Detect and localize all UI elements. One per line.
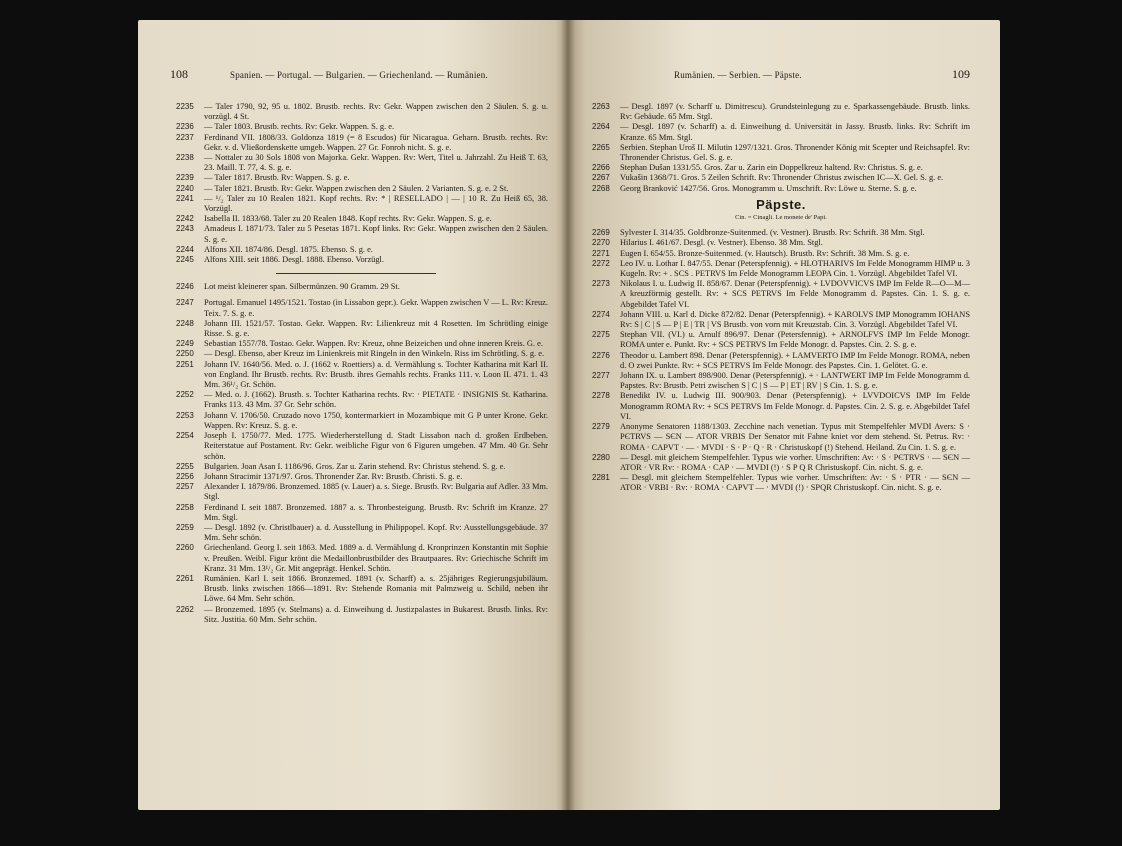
lot-number: 2250 [176, 349, 194, 359]
catalog-entry [176, 523, 548, 543]
catalog-entry [176, 153, 548, 173]
lot-number: 2251 [176, 359, 194, 369]
lot-description: Johann III. 1521/57. Tostao. Gekr. Wappen. Rv: Lilienkreuz mit 4 Rosetten. Im Schrötling einige Risse. S. g. e. [204, 318, 548, 339]
catalog-entry [176, 411, 548, 431]
lot-number: 2236 [176, 122, 194, 132]
separator-rule [276, 273, 436, 274]
catalog-entry [176, 462, 548, 472]
lot-description: — Taler 1817. Brustb. Rv: Wappen. S. g. e. [204, 173, 350, 183]
catalog-entry [592, 122, 970, 142]
lot-description: Bulgarien. Joan Asan I. 1186/96. Gros. Zar u. Zarin stehend. Rv: Christus stehend. S. g. e. [204, 461, 506, 471]
catalog-entry [592, 330, 970, 350]
lot-number: 2263 [592, 102, 610, 111]
lot-description: Stephan VII. (VI.) u. Arnulf 896/97. Denar (Petersfennig). + ARNOLFVS IMP Im Felde Monogr. ROMA unter e. Punkt. Rv: + SCS PETRVS Im Felde Monogr. d. Papstes. Cin. 2. S. g. e. [620, 330, 970, 350]
lot-description: Alexander I. 1879/86. Bronzemed. 1885 (v. Lauer) a. s. Siege. Brustb. Rv: Bulgaria auf Adler. 33 Mm. Stgl. [204, 482, 548, 502]
catalog-entry [176, 349, 548, 359]
lot-number: 2281 [592, 473, 610, 483]
lot-description: — Nottaler zu 30 Sols 1808 von Majorka. Gekr. Wappen. Rv: Wert, Titel u. Jahrzahl. Zu Heiß T. 63, 23. Maill. T. 77, 4. S. g. e. [204, 153, 548, 173]
lot-description: Johann IV. 1640/56. Med. o. J. (1662 v. Roettiers) a. d. Vermählung s. Tochter Katharina mit Karl II. von England. Ihr Brustb. rechts. Rv: Brustb. ihres Gemahls rechts. Franks 111. v. Loon II. 471. 1. 43 Mm. 36¹/₂ Gr. Schön. [204, 359, 548, 390]
lot-number: 2237 [176, 132, 194, 142]
catalog-entry [592, 422, 970, 453]
lot-description: — Desgl. mit gleichem Stempelfehler. Typus wie vorher. Umschriften: Av: · S · PTR · — SЄN — ATOR · VRBI · Rv: · ROMA · CAPVT — · MVDI (!) · SPQR Christuskopf. Cin. nicht. S. g. e. [620, 473, 970, 493]
catalog-entry [176, 214, 548, 224]
left-page-number: 108 [170, 67, 188, 81]
catalog-entry [592, 259, 970, 279]
catalog-entry [176, 472, 548, 482]
right-page [568, 20, 1000, 810]
lot-number: 2277 [592, 371, 610, 381]
lot-description: — Taler 1821. Brustb. Rv: Gekr. Wappen zwischen den 2 Säulen. 2 Varianten. S. g. e. 2 St. [204, 183, 509, 193]
lot-number: 2270 [592, 238, 610, 248]
lot-number: 2264 [592, 122, 610, 132]
lot-description: Stephan Dušan 1331/55. Gros. Zar u. Zarin ein Doppelkreuz haltend. Rv: Christus. S. g. e. [620, 163, 923, 173]
lot-description: Portugal. Emanuel 1495/1521. Tostao (in Lissabon gepr.). Gekr. Wappen zwischen V — L. Rv: Kreuz. Teix. 7. S. g. e. [204, 298, 548, 318]
book-spread [138, 20, 1000, 810]
lot-number: 2271 [592, 248, 610, 258]
lot-number: 2247 [176, 298, 194, 308]
lot-number: 2276 [592, 350, 610, 360]
lot-number: 2267 [592, 173, 610, 183]
lot-number: 2244 [176, 244, 194, 254]
lot-number: 2248 [176, 318, 194, 328]
lot-description: — Desgl. 1897 (v. Scharff u. Dimitrescu). Grundsteinlegung zu e. Sparkassengebäude. Brustb. links. Rv: Gebäude. 65 Mm. Stgl. [620, 102, 970, 122]
lot-description: Johann VIII. u. Karl d. Dicke 872/82. Denar (Peterspfennig). + KAROLVS IMP Monogramm IOHANS Rv: S | C | S — P | E | TR | VS Brustb. von vorn mit Kreuzstab. Cin. 3. Vorzügl. Abgebildet Tafel VI. [620, 309, 970, 330]
catalog-entry [592, 238, 970, 248]
lot-description: Eugen I. 654/55. Bronze-Suitenmed. (v. Hautsch). Brustb. Rv: Schrift. 38 Mm. S. g. e. [620, 248, 910, 258]
lot-description: Ferdinand VII. 1808/33. Goldonza 1819 (= 8 Escudos) für Nicaragua. Geharn. Brustb. rechts. Rv: Gekr. v. d. Vließordenskette umgeb. Wappen. 27 Gr. Fonroh nicht. S. g. e. [204, 132, 548, 152]
lot-number: 2268 [592, 183, 610, 193]
lot-description: — Desgl. Ebenso, aber Kreuz im Linienkreis mit Ringeln in den Winkeln. Riss im Schrötling. S. g. e. [204, 349, 545, 359]
catalog-entry [176, 360, 548, 391]
lot-description: Alfons XIII. seit 1886. Desgl. 1888. Ebenso. Vorzügl. [204, 255, 384, 265]
catalog-entry [592, 351, 970, 371]
lot-number: 2272 [592, 258, 610, 268]
catalog-entry [176, 184, 548, 194]
catalog-entry [592, 143, 970, 163]
lot-number: 2245 [176, 255, 194, 265]
lot-number: 2241 [176, 193, 194, 203]
catalog-entry [592, 163, 970, 173]
lot-number: 2240 [176, 183, 194, 193]
lot-description: Johann IX. u. Lambert 898/900. Denar (Peterspfennig). + · LANTWERT IMP Im Felde Monogramm d. Papstes. Rv: Brustb. Petri zwischen S | C | S — P | ET | RV | S Cin. 1. S. g. e. [620, 371, 970, 391]
lot-number: 2249 [176, 339, 194, 349]
catalog-entry [176, 173, 548, 183]
lot-number: 2260 [176, 543, 194, 553]
catalog-entry [176, 574, 548, 605]
lot-number: 2274 [592, 309, 610, 319]
catalog-entry [176, 245, 548, 255]
catalog-entry [592, 310, 970, 330]
catalog-entry [592, 228, 970, 238]
lot-description: — Taler 1803. Brustb. rechts. Rv: Gekr. Wappen. S. g. e. [204, 122, 395, 132]
catalog-entry [592, 102, 970, 122]
lot-number: 2243 [176, 224, 194, 234]
lot-number: 2252 [176, 390, 194, 400]
left-running-header: Spanien. — Portugal. — Bulgarien. — Griechenland. — Rumänien. [230, 70, 488, 80]
catalog-entry [592, 279, 970, 310]
lot-description: Johann V. 1706/50. Cruzado novo 1750, kontermarkiert in Mozambique mit G P unter Krone. Gekr. Wappen. Rv: Kreuz. S. g. e. [204, 410, 548, 430]
lot-description: Nikolaus I. u. Ludwig II. 858/67. Denar (Peterspfennig). + LVDOVVICVS IMP Im Felde R—O—M—A kreuzförmig gestellt. Rv: + SCS PETRVS Im Felde Monogramm d. Papstes. Cin. 1. S. g. e. Abgebildet Tafel VI. [620, 279, 970, 309]
lot-description: — Desgl. 1897 (v. Scharff) a. d. Einweihung d. Universität in Jassy. Brustb. links. Rv: Schrift im Kranze. 65 Mm. Stgl. [620, 122, 970, 142]
lot-number: 2238 [176, 153, 194, 163]
lot-number: 2279 [592, 422, 610, 432]
left-entry-list [176, 102, 548, 625]
lot-description: Sylvester I. 314/35. Goldbronze-Suitenmed. (v. Vestner). Brustb. Rv: Schrift. 38 Mm. Stgl. [620, 228, 925, 238]
catalog-entry [176, 122, 548, 132]
catalog-entry [176, 319, 548, 339]
lot-description: Serbien. Stephan Uroš II. Milutin 1297/1321. Gros. Thronender König mit Scepter und Reichsapfel. Rv: Thronender Christus. Gel. S. g. e. [620, 142, 970, 163]
lot-number: 2255 [176, 461, 194, 471]
lot-number: 2253 [176, 410, 194, 420]
book-spine [561, 20, 575, 810]
right-entry-list [592, 102, 970, 494]
lot-description: Leo IV. u. Lothar I. 847/55. Denar (Peterspfennig). + HLOTHARIVS Im Felde Monogramm HIMP u. 3 Kugeln. Rv: + . SCS . PETRVS Im Felde Monogramm LEOPA Cin. 1. Vorzügl. Abgebildet Tafel VI. [620, 258, 970, 279]
left-page [138, 20, 568, 810]
catalog-entry [176, 298, 548, 318]
catalog-entry [592, 453, 970, 473]
lot-number: 2246 [176, 282, 194, 292]
lot-number: 2258 [176, 502, 194, 512]
lot-description: Isabella II. 1833/68. Taler zu 20 Realen 1848. Kopf rechts. Rv: Gekr. Wappen. S. g. e. [204, 214, 492, 224]
catalog-entry [176, 255, 548, 265]
lot-description: Benedikt IV. u. Ludwig III. 900/903. Denar (Peterspfennig). + LVVDOICVS IMP Im Felde Monogramm ROMA Rv: + SCS PETRVS Im Felde Monogr. d. Papstes. Cin. 2. S. g. e. Abgebildet Tafel VI. [620, 391, 970, 421]
lot-description: Lot meist kleinerer span. Silbermünzen. 90 Gramm. 29 St. [204, 282, 400, 292]
catalog-entry [592, 184, 970, 194]
right-running-header: Rumänien. — Serbien. — Päpste. [674, 70, 802, 80]
lot-number: 2278 [592, 391, 610, 401]
lot-description: — Med. o. J. (1662). Brustb. s. Tochter Katharina rechts. Rv: · PIETATE · INSIGNIS St. Katharina. Franks 113. 43 Mm. 37 Gr. Sehr schön. [204, 390, 548, 410]
lot-description: Vukašin 1368/71. Gros. 5 Zeilen Schrift. Rv: Thronender Christus zwischen IC—X. Gel. S. g. e. [620, 173, 944, 183]
lot-number: 2275 [592, 330, 610, 340]
catalog-entry [592, 371, 970, 391]
lot-description: Alfons XII. 1874/86. Desgl. 1875. Ebenso. S. g. e. [204, 244, 373, 254]
lot-number: 2280 [592, 452, 610, 462]
catalog-entry [176, 339, 548, 349]
catalog-entry [176, 543, 548, 574]
lot-number: 2235 [176, 102, 194, 111]
lot-description: — Desgl. mit gleichem Stempelfehler. Typus wie vorher. Umschriften: Av: · S · PЄTRVS · — SЄN — ATOR · VR Rv: · ROMA · CAP · — MVDI (!) · S P Q R Christuskopf. Cin. nicht. S. g. e. [620, 452, 970, 472]
catalog-entry [592, 391, 970, 422]
catalog-entry [592, 249, 970, 259]
catalog-entry [592, 473, 970, 493]
right-page-number: 109 [952, 67, 970, 81]
lot-number: 2269 [592, 228, 610, 238]
lot-description: Rumänien. Karl I. seit 1866. Bronzemed. 1891 (v. Scharff) a. s. 25jähriges Regierungsjubiläum. Brustb. links zwischen 1866—1891. Rv: Stehende Romania mit Palmzweig u. Schild, neben ihr Löwe. 64 Mm. Sehr schön. [204, 573, 548, 604]
lot-description: — Desgl. 1892 (v. Christlbauer) a. d. Ausstellung in Philippopel. Kopf. Rv: Ausstellungsgebäude. 37 Mm. Sehr schön. [204, 522, 548, 543]
catalog-entry [176, 390, 548, 410]
catalog-entry [592, 173, 970, 183]
lot-description: Ferdinand I. seit 1887. Bronzemed. 1887 a. s. Thronbesteigung. Brustb. Rv: Schrift im Kranze. 27 Mm. Stgl. [204, 502, 548, 522]
right-entries-popes [592, 228, 970, 493]
lot-number: 2259 [176, 522, 194, 532]
section-subtitle: Cin. = Cinagli. Le monete de' Papi. [735, 214, 827, 222]
lot-description: — ¹/₂ Taler zu 10 Realen 1821. Kopf rechts. Rv: * | RESELLADO | — | 10 R. Zu Heiß 65, 38. Vorzügl. [204, 193, 548, 214]
lot-number: 2262 [176, 604, 194, 614]
lot-number: 2261 [176, 573, 194, 583]
lot-description: Hilarius I. 461/67. Desgl. (v. Vestner). Ebenso. 38 Mm. Stgl. [620, 238, 823, 248]
catalog-entry [176, 503, 548, 523]
lot-description: Theodor u. Lambert 898. Denar (Peterspfennig). + LAMVERTO IMP Im Felde Monogr. ROMA, neben d. O zwei Punkte. Rv: + SCS PETRVS Im Felde Monogr. des Papstes. Cin. 1. Gelötet. G. e. [620, 350, 970, 370]
lot-description: — Bronzemed. 1895 (v. Stelmans) a. d. Einweihung d. Justizpalastes in Bukarest. Brustb. links. Rv: Sitz. Justitia. 60 Mm. Sehr schön. [204, 604, 548, 624]
lot-description: Joseph I. 1750/77. Med. 1775. Wiederherstellung d. Stadt Lissabon nach d. großen Erdbeben. Reiterstatue auf Postament. Rv: Gekr. weibliche Figur von 6 Figuren umgeben. 47 Mm. 40 Gr. Sehr schön. [204, 431, 548, 461]
right-entries-serbia [592, 102, 970, 194]
lot-number: 2257 [176, 482, 194, 492]
section-title: Päpste. [756, 196, 806, 212]
lot-number: 2242 [176, 214, 194, 224]
lot-number: 2273 [592, 279, 610, 289]
lot-number: 2265 [592, 142, 610, 152]
section-heading [592, 196, 970, 223]
lot-number: 2266 [592, 163, 610, 173]
lot-description: — Taler 1790, 92, 95 u. 1802. Brustb. rechts. Rv: Gekr. Wappen zwischen den 2 Säulen. S. g. u. vorzügl. 4 St. [204, 102, 548, 122]
lot-description: Georg Branković 1427/56. Gros. Monogramm u. Umschrift. Rv: Löwe u. Sterne. S. g. e. [620, 183, 917, 193]
catalog-entry [176, 133, 548, 153]
catalog-entry [176, 102, 548, 122]
catalog-entry [176, 605, 548, 625]
lot-description: Sebastian 1557/78. Tostao. Gekr. Wappen. Rv: Kreuz, ohne Beizeichen und ohne inneren Kreis. G. e. [204, 339, 543, 349]
lot-number: 2239 [176, 173, 194, 183]
lot-description: Amadeus I. 1871/73. Taler zu 5 Pesetas 1871. Kopf links. Rv: Gekr. Wappen zwischen den 2 Säulen. S. g. e. [204, 224, 548, 244]
lot-description: Johann Stracimir 1371/97. Gros. Thronender Zar. Rv: Brustb. Christi. S. g. e. [204, 471, 463, 481]
catalog-entry [176, 431, 548, 462]
lot-description: Anonyme Senatoren 1188/1303. Zecchine nach venetian. Typus mit Stempelfehler MVDI Avers: S · PЄTRVS — SЄN — ATOR VRBIS Der Senator mit Fahne kniet vor dem stehend. St. Petrus. Rv: · ROMA · CAPVT · — · MVDI · S · P · Q · R · Christuskopf (!) Stehend. Heiland. Zu Cin. 1. S. g. e. [620, 422, 970, 452]
lot-description: Griechenland. Georg I. seit 1863. Med. 1889 a. d. Vermählung d. Kronprinzen Konstantin mit Sophie v. Preußen. Weibl. Figur krönt die Medaillonbrustbilder des Brautpaares. Rv: Griechische Schrift im Kranz. 31 Mm. 13¹/₂ Gr. Mit angeprägt. Henkel. Schön. [204, 543, 548, 573]
catalog-entry [176, 224, 548, 244]
catalog-entry [176, 482, 548, 502]
lot-number: 2256 [176, 471, 194, 481]
lot-number: 2254 [176, 431, 194, 441]
catalog-entry [176, 282, 548, 292]
catalog-entry [176, 194, 548, 214]
